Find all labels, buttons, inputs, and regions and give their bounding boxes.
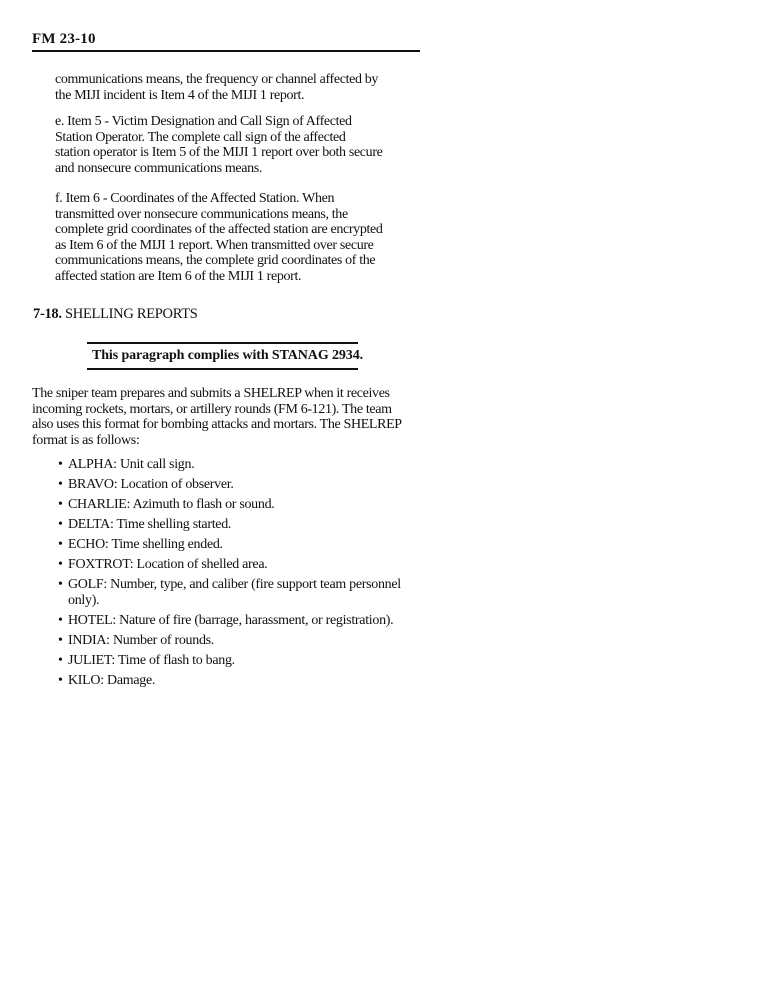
list-item: • HOTEL: Nature of fire (barrage, harassment, or registration). bbox=[58, 613, 428, 629]
list-item: • CHARLIE: Azimuth to flash or sound. bbox=[58, 497, 428, 513]
stanag-notice: This paragraph complies with STANAG 2934. bbox=[92, 348, 364, 363]
list-item: • GOLF: Number, type, and caliber (fire support team personnel only). bbox=[58, 577, 428, 608]
manual-title: FM 23-10 bbox=[32, 31, 96, 47]
list-item: • ALPHA: Unit call sign. bbox=[58, 457, 428, 473]
section-heading bbox=[33, 305, 198, 323]
stanag-notice-box bbox=[87, 342, 364, 370]
paragraph-item-4-continued: communications means, the frequency or channel affected by the MIJI incident is Item 4 of the MIJI 1 report. bbox=[55, 72, 379, 103]
list-item: • INDIA: Number of rounds. bbox=[58, 633, 428, 649]
shelrep-intro: The sniper team prepares and submits a SHELREP when it receives incoming rockets, mortars, or artillery rounds (FM 6-121). The team also uses this format for bombing attacks and mortars. The SHELREP format is as follows: bbox=[32, 386, 402, 448]
list-item: • JULIET: Time of flash to bang. bbox=[58, 653, 428, 669]
shelrep-format-list bbox=[58, 457, 428, 693]
list-item: • KILO: Damage. bbox=[58, 673, 428, 689]
list-item: • BRAVO: Location of observer. bbox=[58, 477, 428, 493]
paragraph-item-6: f. Item 6 - Coordinates of the Affected Station. When transmitted over nonsecure communications means, the complete grid coordinates of the affected station are encrypted as Item 6 of the MIJI 1 report. When transmitted over secure communications means, the complete grid coordinates of the affected station are Item 6 of the MIJI 1 report. bbox=[55, 191, 383, 284]
section-title: SHELLING REPORTS bbox=[65, 306, 198, 322]
page-header bbox=[32, 30, 420, 52]
list-item: • DELTA: Time shelling started. bbox=[58, 517, 428, 533]
list-item: • FOXTROT: Location of shelled area. bbox=[58, 557, 428, 573]
paragraph-item-5: e. Item 5 - Victim Designation and Call Sign of Affected Station Operator. The complete call sign of the affected station operator is Item 5 of the MIJI 1 report over both secure and nonsecure communications means. bbox=[55, 114, 383, 176]
section-number: 7-18. bbox=[33, 306, 62, 322]
list-item: • ECHO: Time shelling ended. bbox=[58, 537, 428, 553]
